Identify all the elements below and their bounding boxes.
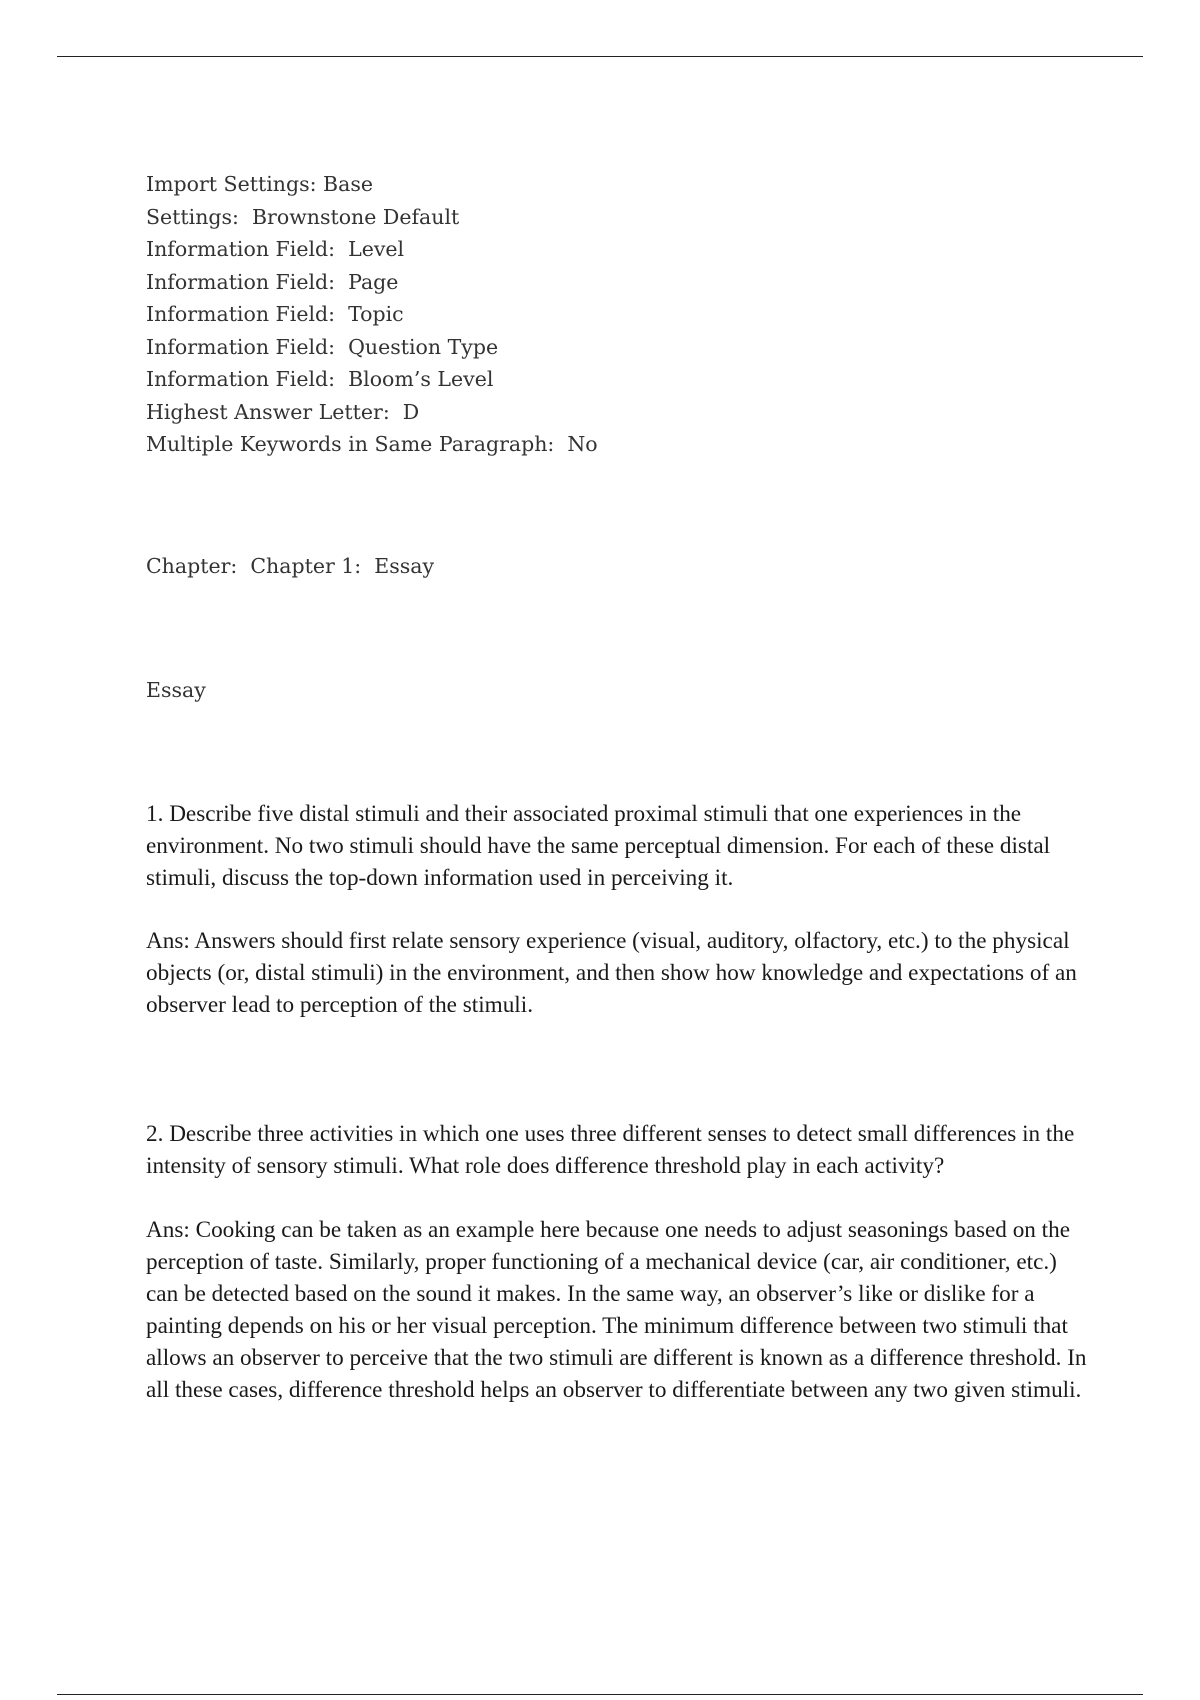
settings-line: Information Field: Topic bbox=[146, 302, 404, 326]
question-1: 1. Describe five distal stimuli and their associated proximal stimuli that one experiences in the environment. No two stimuli should have the same perceptual dimension. For each of these distal stimuli, discuss the top-down information used in perceiving it. bbox=[146, 801, 1051, 891]
question-2: 2. Describe three activities in which one uses three different senses to detect small differences in the intensity of sensory stimuli. What role does difference threshold play in each activity? bbox=[146, 1121, 1075, 1179]
answer-2: Ans: Cooking can be taken as an example here because one needs to adjust seasonings based on the perception of taste. Similarly, proper functioning of a mechanical device (car, air conditioner, etc.) can be detected based on the sound it makes. In the same way, an observer’s like or dislike for a painting depends on his or her visual perception. The minimum difference between two stimuli that allows an observer to perceive that the two stimuli are different is known as a difference threshold. In all these cases, difference threshold helps an observer to differentiate between any two given stimuli. bbox=[146, 1217, 1087, 1403]
settings-line: Highest Answer Letter: D bbox=[146, 399, 420, 424]
settings-line: Information Field: Page bbox=[146, 269, 399, 294]
settings-line: Information Field: Question Type bbox=[146, 334, 499, 359]
settings-line: Multiple Keywords in Same Paragraph: No bbox=[146, 432, 598, 456]
top-divider bbox=[57, 56, 1143, 57]
answer-1: Ans: Answers should first relate sensory experience (visual, auditory, olfactory, etc.) to the physical objects (or, distal stimuli) in the environment, and then show how knowledge and expectations of an observer lead to perception of the stimuli. bbox=[146, 928, 1077, 1018]
settings-line: Import Settings: Base bbox=[146, 172, 373, 196]
bottom-divider bbox=[57, 1694, 1143, 1695]
import-settings-block bbox=[146, 168, 598, 461]
settings-line: Information Field: Bloom’s Level bbox=[146, 367, 494, 391]
chapter-heading: Chapter: Chapter 1: Essay bbox=[146, 554, 435, 578]
section-heading: Essay bbox=[146, 678, 206, 702]
settings-line: Settings: Brownstone Default bbox=[146, 204, 460, 229]
settings-line: Information Field: Level bbox=[146, 237, 405, 261]
